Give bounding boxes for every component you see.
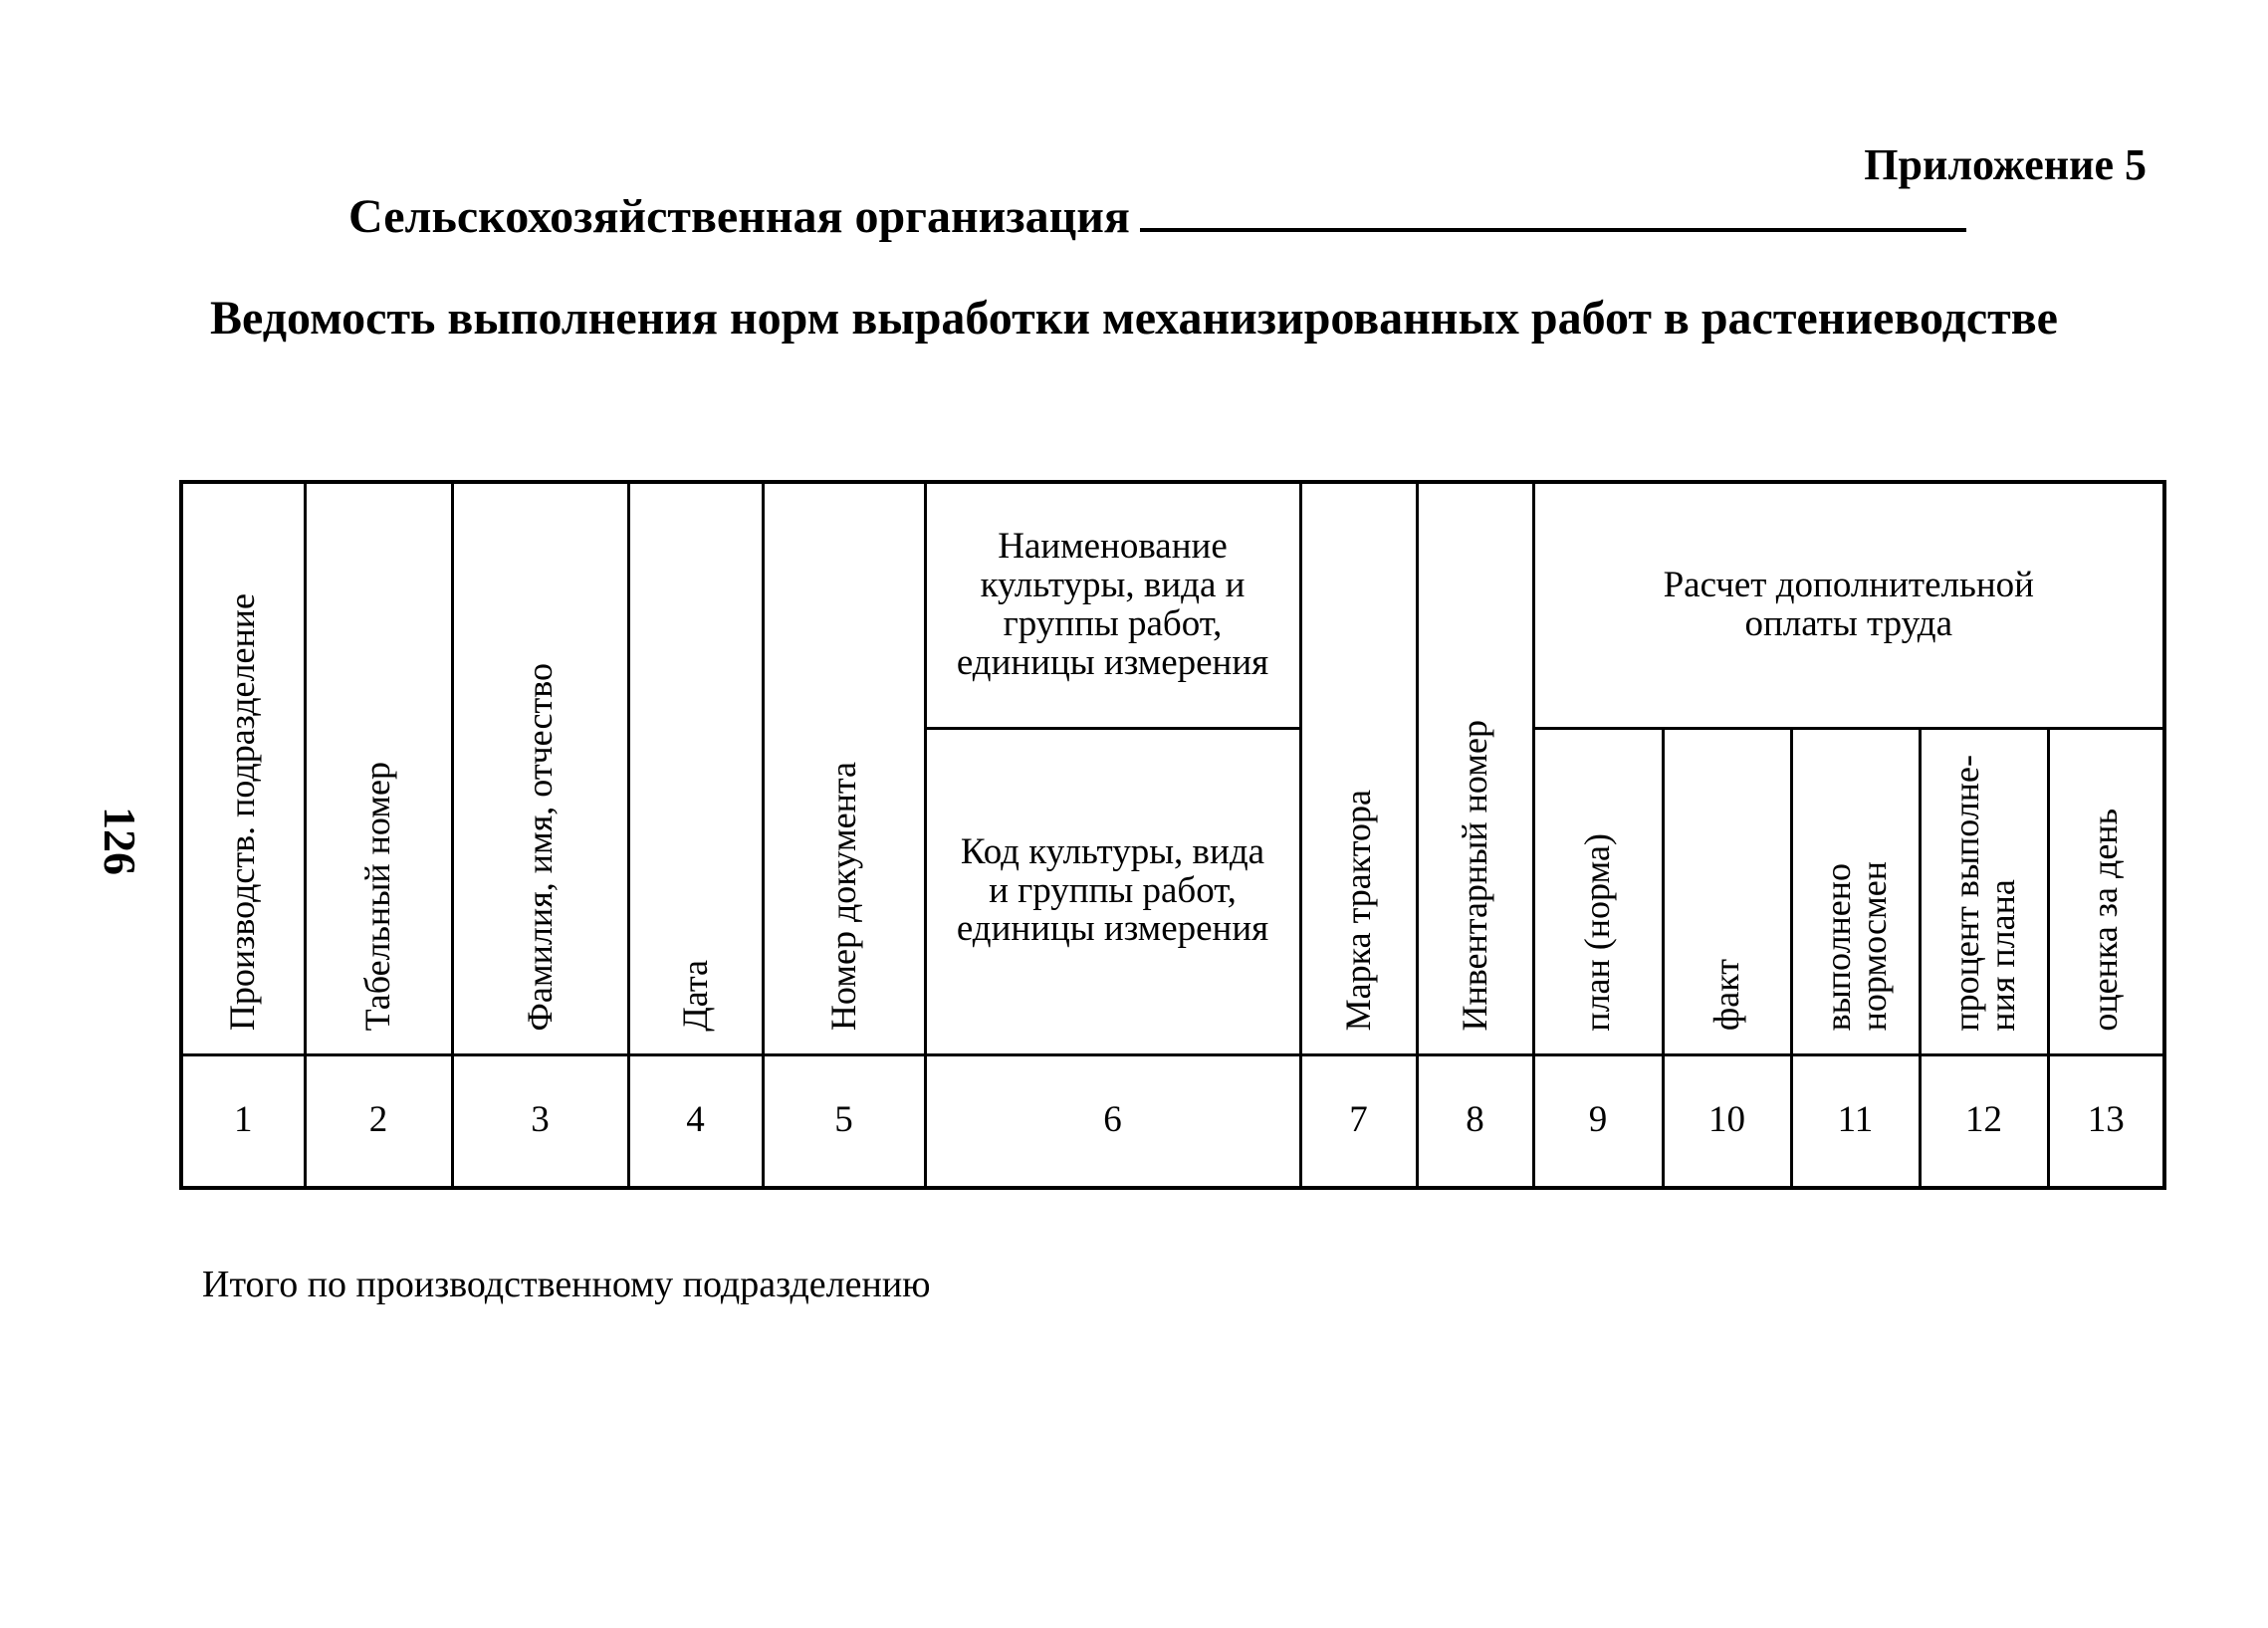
header-cell-2	[305, 482, 452, 1054]
header-cell-7	[1300, 482, 1417, 1054]
column-number: 12	[1920, 1054, 2048, 1188]
column-number: 4	[628, 1054, 763, 1188]
header-cell-4	[628, 482, 763, 1054]
header-date: Дата	[674, 959, 715, 1032]
header-personnel-number: Табельный номер	[357, 762, 398, 1032]
column-number: 8	[1417, 1054, 1533, 1188]
column-number: 1	[181, 1054, 305, 1188]
total-label: Итого по производственному подразделению	[202, 1264, 931, 1305]
work-norms-table	[179, 480, 2166, 1190]
header-cell-6-bottom	[925, 728, 1300, 1054]
header-plan-percent: процент выполне- ния плана	[1945, 754, 2022, 1032]
column-number: 10	[1663, 1054, 1791, 1188]
header-culture-code: Код культуры, вида и группы работ, единицы измерения	[956, 830, 1269, 950]
header-extra-pay-calc: Расчет дополнительной оплаты труда	[1663, 564, 2034, 644]
header-cell-13	[2048, 728, 2164, 1054]
column-number: 2	[305, 1054, 452, 1188]
header-cell-5	[763, 482, 925, 1054]
header-cell-9	[1533, 728, 1663, 1054]
header-cell-3	[452, 482, 628, 1054]
organization-blank-line	[1140, 228, 1966, 232]
header-cell-8	[1417, 482, 1533, 1054]
document-title: Ведомость выполнения норм выработки механизированных работ в растениеводстве	[210, 292, 2058, 345]
header-day-rating: оценка за день	[2085, 808, 2126, 1032]
header-fact: факт	[1705, 959, 1746, 1032]
column-number: 11	[1791, 1054, 1920, 1188]
header-cell-12	[1920, 728, 2048, 1054]
header-document-number: Номер документа	[822, 762, 863, 1032]
header-inventory-number: Инвентарный номер	[1454, 719, 1494, 1032]
column-number: 6	[925, 1054, 1300, 1188]
header-cell-6-top	[925, 482, 1300, 728]
column-number-row	[181, 1054, 2164, 1188]
header-production-unit: Производств. подразделение	[222, 593, 263, 1032]
organization-line	[348, 189, 1966, 244]
appendix-label: Приложение 5	[1864, 140, 2147, 189]
page-number: 126	[95, 807, 145, 875]
header-tractor-brand: Марка трактора	[1337, 790, 1378, 1032]
header-plan-norm: план (норма)	[1577, 832, 1618, 1032]
header-cell-11	[1791, 728, 1920, 1054]
column-number: 13	[2048, 1054, 2164, 1188]
header-group-extra-pay	[1533, 482, 2164, 728]
header-cell-1	[181, 482, 305, 1054]
header-shifts-done: выполнено нормосмен	[1817, 861, 1894, 1032]
column-number: 3	[452, 1054, 628, 1188]
column-number: 7	[1300, 1054, 1417, 1188]
header-full-name: Фамилия, имя, отчество	[519, 662, 560, 1032]
header-cell-10	[1663, 728, 1791, 1054]
column-number: 5	[763, 1054, 925, 1188]
header-culture-name: Наименование культуры, вида и группы работ, единицы измерения	[956, 526, 1269, 683]
organization-label: Сельскохозяйственная организация	[348, 190, 1130, 243]
column-number: 9	[1533, 1054, 1663, 1188]
